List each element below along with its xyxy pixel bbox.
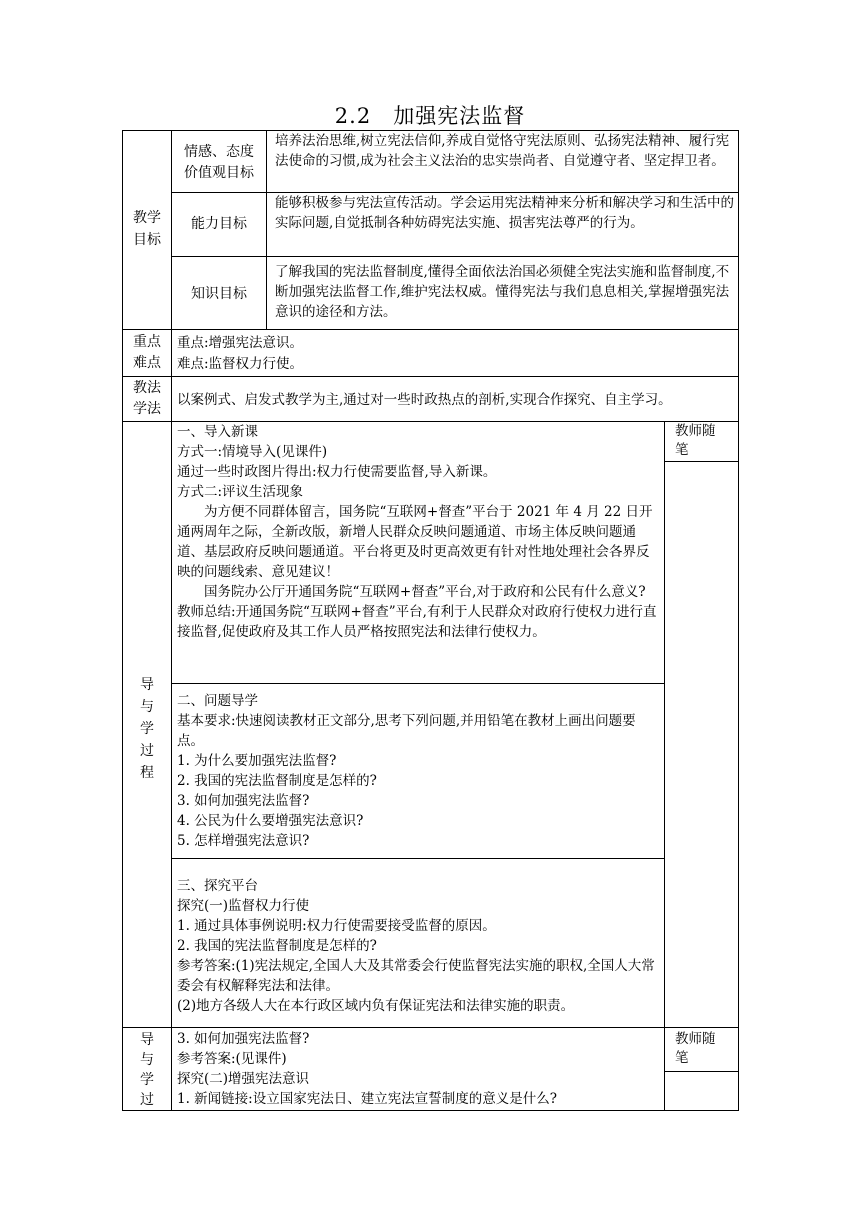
process-label-continued: 导 与 学 过 [140, 1032, 154, 1108]
ability-goal-label: 能力目标 [191, 216, 247, 232]
teacher-summary: 教师总结:开通国务院“互联网+督查”平台,有利于人民群众对政府行使权力进行直接监督,促使政府及其工作人员严格按照宪法和法律行使权力。 [177, 604, 657, 640]
emotion-goal-text: 培养法治思维,树立宪法信仰,养成自觉恪守宪法原则、弘扬宪法精神、履行宪法使命的习惯,成为社会主义法治的忠实崇尚者、自觉遵守者、坚定捍卫者。 [275, 133, 730, 169]
method-label: 教法 学法 [133, 380, 161, 417]
intro-section: 一、导入新课 方式一:情境导入(见课件) 通过一些时政图片得出:权力行使需要监督,导入新课。 方式二:评议生活现象 为方便不同群体留言，国务院“互联网+督查”平台于 2021 年 4 月 22 日开通两周年之际，全新改版，新增人民群众反映问题通道、市场主体反映问题通道、基层政府反映问题通道。平台将更及时更高效更有针对性地处理社会各界反映的问题线索、意见建议！ 国务院办公厅开通国务院“互联网+督查”平台,对于政府和公民有什么意义? 教师总结:开通国务院“互联网+督查”平台,有利于人民群众对政府行使权力进行直接监督,促使政府及其工作人员严格按照宪法和法律行使权力。 [177, 422, 661, 642]
question-item: 1. 为什么要加强宪法监督? [177, 753, 337, 769]
intro-question: 国务院办公厅开通国务院“互联网+督查”平台,对于政府和公民有什么意义? [204, 584, 646, 600]
teacher-notes-label: 教师随 笔 [675, 423, 716, 458]
teacher-notes-label-continued: 教师随 笔 [675, 1031, 716, 1066]
objectives-label: 教学 目标 [133, 210, 161, 248]
question-item: 2. 我国的宪法监督制度是怎样的? [177, 773, 377, 789]
method-text: 以案例式、启发式教学为主,通过对一些时政热点的剖析,实现合作探究、自主学习。 [177, 392, 672, 408]
intro-paragraph: 为方便不同群体留言，国务院“互联网+督查”平台于 2021 年 4 月 22 日开通两周年之际，全新改版，新增人民群众反映问题通道、市场主体反映问题通道、基层政府反映问题通道。平台将更及时更高效更有针对性地处理社会各界反映的问题线索、意见建议！ [177, 504, 653, 580]
question-item: 3. 如何加强宪法监督? [177, 793, 310, 809]
question-item: 5. 怎样增强宪法意识? [177, 833, 310, 849]
emotion-goal-label: 情感、态度 价值观目标 [184, 144, 254, 181]
guided-questions-section: 二、问题导学 基本要求:快速阅读教材正文部分,思考下列问题,并用铅笔在教材上画出问题要点。 1. 为什么要加强宪法监督? 2. 我国的宪法监督制度是怎样的? 3. 如何加强宪法监督? 4. 公民为什么要增强宪法意识? 5. 怎样增强宪法意识? [177, 691, 661, 851]
process-label: 导 与 学 过 程 [140, 677, 154, 781]
question-item: 4. 公民为什么要增强宪法意识? [177, 813, 364, 829]
knowledge-goal-text: 了解我国的宪法监督制度,懂得全面依法治国必须健全宪法实施和监督制度,不断加强宪法监督工作,维护宪法权威。懂得宪法与我们息息相关,掌握增强宪法意识的途径和方法。 [275, 264, 730, 320]
page-title: 2.2 加强宪法监督 [334, 104, 526, 128]
key-points-label: 重点 难点 [133, 334, 161, 371]
inquiry-section: 三、探究平台 探究(一)监督权力行使 1. 通过具体事例说明:权力行使需要接受监督的原因。 2. 我国的宪法监督制度是怎样的? 参考答案:(1)宪法规定,全国人大及其常委会行使监督宪法实施的职权,全国人大常委会有权解释宪法和法律。 (2)地方各级人大在本行政区域内负有保证宪法和法律实施的职责。 [177, 878, 655, 1014]
process-continued-text: 3. 如何加强宪法监督? 参考答案:(见课件) 探究(二)增强宪法意识 1. 新闻链接:设立国家宪法日、建立宪法宣誓制度的意义是什么? [177, 1031, 557, 1107]
knowledge-goal-label: 知识目标 [191, 286, 247, 302]
key-points-text: 重点:增强宪法意识。 难点:监督权力行使。 [177, 335, 304, 372]
ability-goal-text: 能够积极参与宪法宣传活动。学会运用宪法精神来分析和解决学习和生活中的实际问题,自觉抵制各种妨碍宪法实施、损害宪法尊严的行为。 [275, 195, 734, 231]
